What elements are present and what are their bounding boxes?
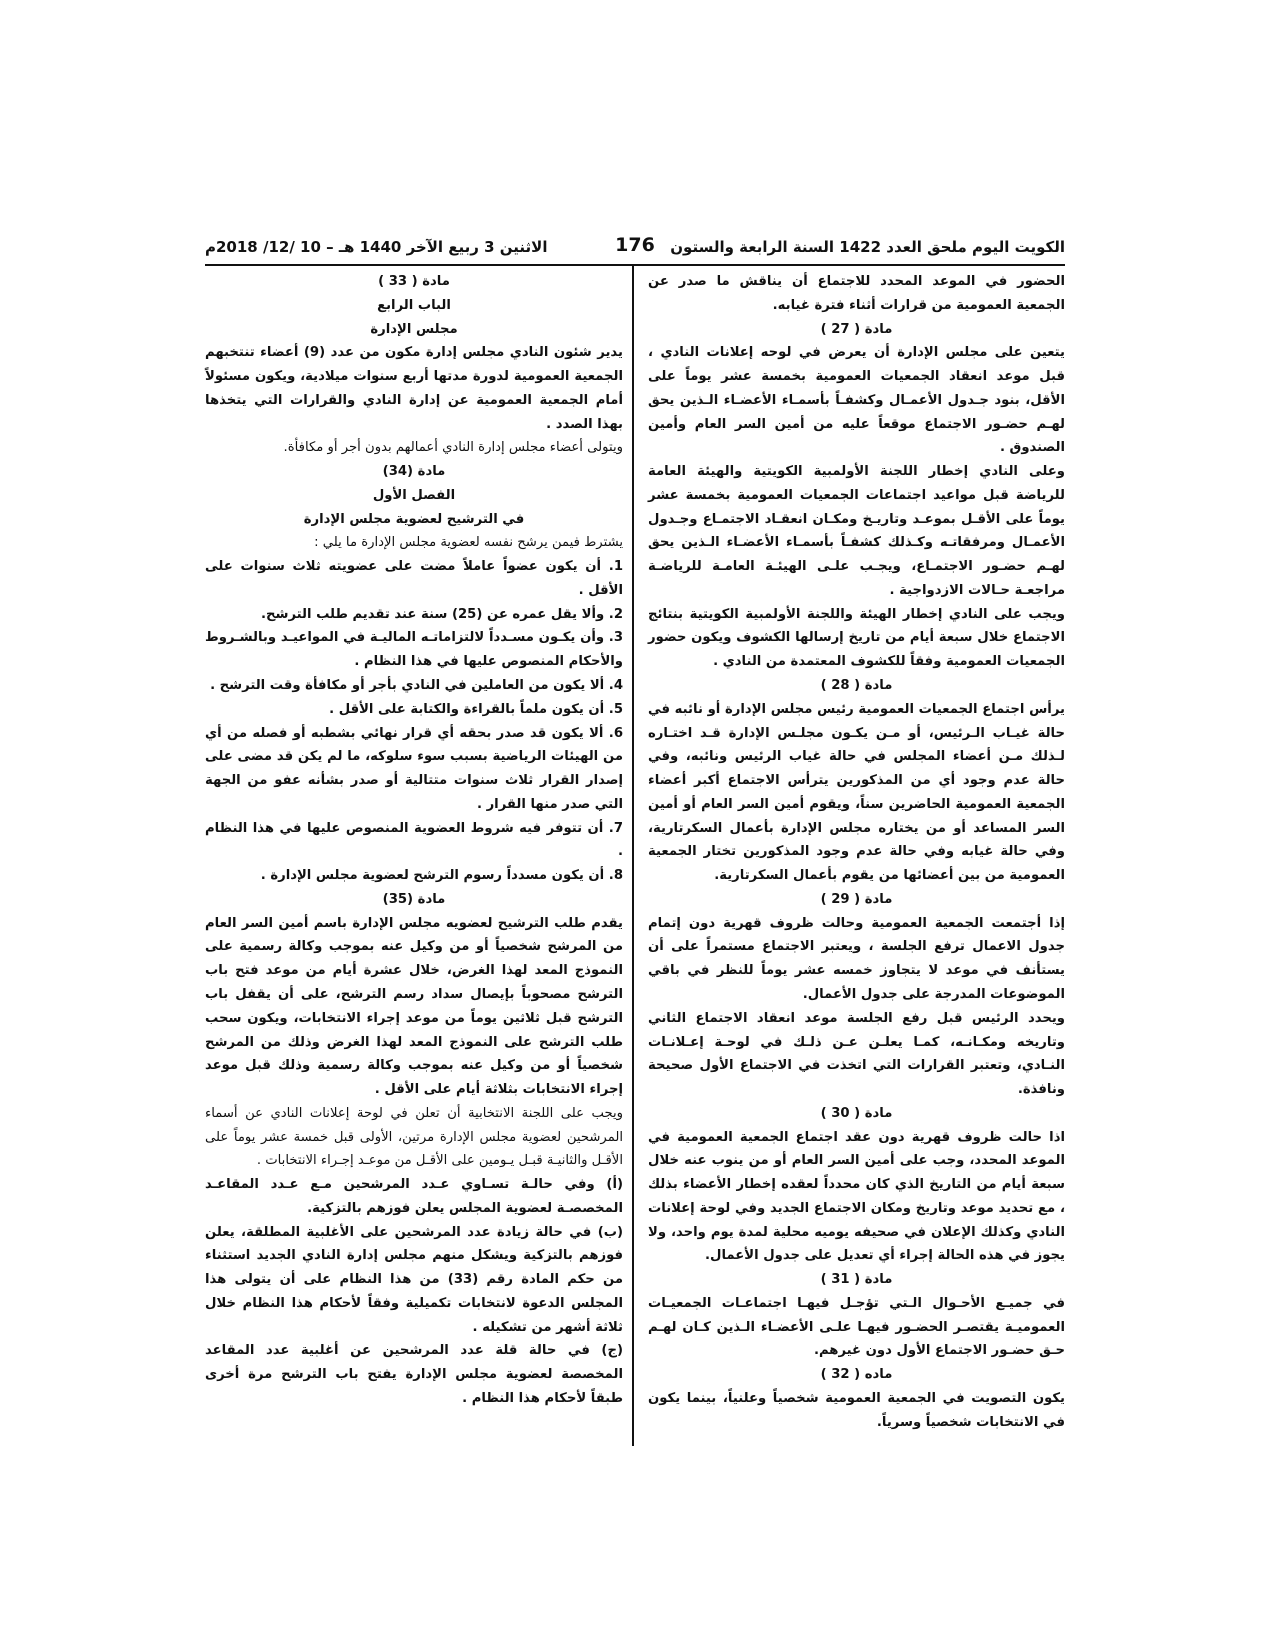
page-header: [205, 234, 1065, 262]
paragraph: يشترط فيمن يرشح نفسه لعضوية مجلس الإدارة ما يلي :: [314, 535, 623, 551]
paragraph: ويحدد الرئيس قبل رفع الجلسة موعد انعقاد الاجتماع الثاني وتاريخه ومكـانـه، كمـا يعلـن عـن ذلـك في لوحـة إعـلانـات النـادي، وتعتبر القرارات التي اتخذت في الاجتماع الأول صحيحة ونافذة.: [648, 1010, 1065, 1098]
paragraph: (ب) في حالة زيادة عدد المرشحين على الأغلبية المطلقة، يعلن فوزهم بالتزكية ويشكل منهم مجلس إدارة النادي الجديد استثناء من حكم المادة رقم (33) من هذا النظام على أن يتولى هذا المجلس الدعوة لانتخابات تكميلية وفقاً لأحكام هذا النظام خلال ثلاثة أشهر من تشكيله .: [205, 1224, 623, 1335]
paragraph: (أ) وفي حالـة تسـاوي عـدد المرشحين مـع عـدد المقاعـد المخصصـة لعضوية المجلس يعلن فوزهم بالتزكية.: [205, 1177, 623, 1216]
paragraph: الحضور في الموعد المحدد للاجتماع أن يناقش ما صدر عن الجمعية العمومية من قرارات أثناء فترة غيابه.: [648, 274, 1065, 313]
article-heading: في الترشيح لعضوية مجلس الإدارة: [303, 511, 525, 527]
paragraph: في جميـع الأحـوال الـتي تؤجـل فيهـا اجتماعـات الجمعيـات العموميـة يقتصـر الحضـور فيهـا علـى الأعضـاء الـذين كـان لهـم حـق حضـور الاجتماع الأول دون غيرهم.: [648, 1295, 1065, 1359]
header-rule: [205, 264, 1065, 266]
paragraph: يرأس اجتماع الجمعيات العمومية رئيس مجلس الإدارة أو نائبه في حالة غيـاب الـرئيس، أو مـن يكـون مجلـس الإدارة قـد اختـاره لـذلك مـن أعضاء المجلس في حالة غياب الرئيس ونائبه، وفي حالة عدم وجود أي من المذكورين يترأس الاجتماع أكبر أعضاء الجمعية العمومية الحاضرين سناً، ويقوم أمين السر العام أو أمين السر المساعد أو من يختاره مجلس الإدارة بأعمال السكرتارية، وفي حالة غيابه وفي حالة عدم وجود المذكورين تختار الجمعية العمومية من بين أعضائها من يقوم بأعمال السكرتارية.: [648, 701, 1065, 884]
article-heading: الباب الرابع: [377, 297, 451, 313]
header-publication: الكويت اليوم ملحق العدد 1422 السنة الرابعة والستون: [670, 238, 1065, 256]
column-divider: [632, 266, 634, 1446]
header-date: الاثنين 3 ربيع الآخر 1440 هـ – 10 /12/ 2018م: [205, 238, 548, 256]
paragraph: (ج) في حالة قلة عدد المرشحين عن أغلبية عدد المقاعد المخصصة لعضوية مجلس الإدارة يفتح باب الترشح مرة أخرى طبقاً لأحكام هذا النظام .: [205, 1343, 623, 1406]
paragraph: 4. ألا يكون من العاملين في النادي بأجر أو مكافأة وقت الترشح .: [210, 678, 623, 694]
paragraph: 6. ألا يكون قد صدر بحقه أي قرار نهائي بشطبه أو فصله من أي من الهيئات الرياضية بسبب سوء سلوكه، ما لم يكن قد مضى على إصدار القرار ثلاث سنوات متتالية أو صدر بشأنه عفو من الجهة التي صدر منها القرار .: [205, 725, 623, 812]
paragraph: ويتولى أعضاء مجلس إدارة النادي أعمالهم بدون أجر أو مكافأة.: [283, 440, 623, 456]
paragraph: 1. أن يكون عضواً عاملاً مضت على عضويته ثلاث سنوات على الأقل .: [205, 559, 623, 598]
paragraph: يتعين على مجلس الإدارة أن يعرض في لوحه إعلانات النادي ، قبل موعد انعقاد الجمعيات العمومية بخمسة عشر يوماً على الأقل، بنود جـدول الأعمـال وكشفـاً بأسمـاء الأعضـاء الـذين يحق لهـم حضـور الاجتماع موقعاً عليه من أمين السر العام وأمين الصندوق .: [648, 345, 1065, 456]
paragraph: اذا حالت ظروف قهرية دون عقد اجتماع الجمعية العمومية في الموعد المحدد، وجب على أمين السر العام أو من ينوب عنه خلال سبعة أيام من التاريخ الذي كان محدداً لعقده إخطار الأعضاء بذلك ، مع تحديد موعد وتاريخ ومكان الاجتماع الجديد وفي لوحة إعلانات النادي وكذلك الإعلان في صحيفه يوميه محلية لمدة يوم واحد، ولا يجوز في هذه الحالة إجراء أي تعديل على جدول الأعمال.: [648, 1129, 1065, 1264]
article-heading: مادة ( 33 ): [378, 274, 450, 289]
paragraph: إذا أجتمعت الجمعية العمومية وحالت ظروف قهرية دون إتمام جدول الاعمال ترفع الجلسة ، ويعتبر الاجتماع مستمراً على أن يستأنف في موعد لا يتجاوز خمسه عشر يوماً للنظر في باقي الموضوعات المدرجة على جدول الأعمال.: [648, 915, 1065, 1002]
paragraph: يقدم طلب الترشيح لعضويه مجلس الإدارة باسم أمين السر العام من المرشح شخصياً أو من وكيل عنه بموجب وكالة رسمية على النموذج المعد لهذا الغرض، خلال عشرة أيام من موعد فتح باب الترشح مصحوباً بإيصال سداد رسم الترشح، على أن يقفل باب الترشح قبل ثلاثين يوماً من موعد إجراء الانتخابات، ويكون سحب طلب الترشح على النموذج المعد لهذا الغرض وذلك من المرشح شخصياً أو من وكيل عنه بموجب وكالة رسمية وذلك قبل موعد إجراء الانتخابات بثلاثة أيام على الأقل .: [205, 915, 623, 1098]
article-heading: مادة ( 28 ): [820, 678, 893, 694]
article-heading: مادة ( 31 ): [820, 1272, 893, 1288]
article-heading: مادة (34): [382, 464, 446, 480]
paragraph: 5. أن يكون ملماً بالقراءة والكتابة على الأقل .: [329, 701, 623, 717]
left-column: [205, 270, 623, 1411]
article-heading: مادة (35): [382, 891, 446, 907]
article-heading: ماده ( 32 ): [820, 1367, 893, 1383]
article-heading: مجلس الإدارة: [370, 321, 458, 337]
paragraph: 3. وأن يكـون مسـدداً لالتزاماتـه الماليـة في المواعيـد وبالشـروط والأحكام المنصوص عليها في هذا النظام .: [205, 630, 623, 670]
paragraph: 7. أن تتوفر فيه شروط العضوية المنصوص عليها في هذا النظام .: [205, 820, 623, 860]
paragraph: ويجب على النادي إخطار الهيئة واللجنة الأولمبية الكويتية بنتائج الاجتماع خلال سبعة أيام من تاريخ إرسالها الكشوف ويكون حضور الجمعيات العمومية وفقاً للكشوف المعتمدة من النادي .: [648, 606, 1065, 670]
paragraph: وعلى النادي إخطار اللجنة الأولمبية الكويتية والهيئة العامة للرياضة قبل مواعيد اجتماعات الجمعيات العمومية بخمسة عشر يوماً على الأقـل بموعـد وتاريـخ ومكـان انعقـاد الاجتمـاع وجـدول الأعمـال ومرفقاتـه وكـذلك كشفـاً بأسمـاء الأعضـاء الـذين يحق لهـم حضـور الاجتمـاع، ويجـب علـى الهيئـة العامـة للرياضـة مراجعـة حـالات الازدواجية .: [648, 464, 1065, 598]
article-heading: مادة ( 29 ): [820, 891, 893, 907]
article-heading: مادة ( 27 ): [820, 321, 893, 337]
right-column: [648, 270, 1065, 1435]
article-heading: مادة ( 30 ): [820, 1105, 893, 1121]
paragraph: ويجب على اللجنة الانتخابية أن تعلن في لوحة إعلانات النادي عن أسماء المرشحين لعضوية مجلس الإدارة مرتين، الأولى قبل خمسة عشر يوماً على الأقـل والثانيـة قبـل يـومين على الأقـل من موعـد إجـراء الانتخابات .: [205, 1105, 623, 1169]
page-number: 176: [615, 234, 655, 256]
paragraph: 2. وألا يقل عمره عن (25) سنة عند تقديم طلب الترشح.: [260, 606, 623, 622]
paragraph: يدير شئون النادي مجلس إدارة مكون من عدد (9) أعضاء تنتخبهم الجمعية العمومية لدورة مدتها أربع سنوات ميلادية، ويكون مسئولاً أمام الجمعية العمومية عن إدارة النادي والقرارات التي يتخذها بهذا الصدد .: [205, 345, 623, 432]
article-heading: الفصل الأول: [372, 487, 456, 503]
paragraph: يكون التصويت في الجمعية العمومية شخصياً وعلنياً، بينما يكون في الانتخابات شخصياً وسرياً.: [648, 1390, 1065, 1430]
paragraph: 8. أن يكون مسدداً رسوم الترشح لعضوية مجلس الإدارة .: [260, 868, 623, 884]
